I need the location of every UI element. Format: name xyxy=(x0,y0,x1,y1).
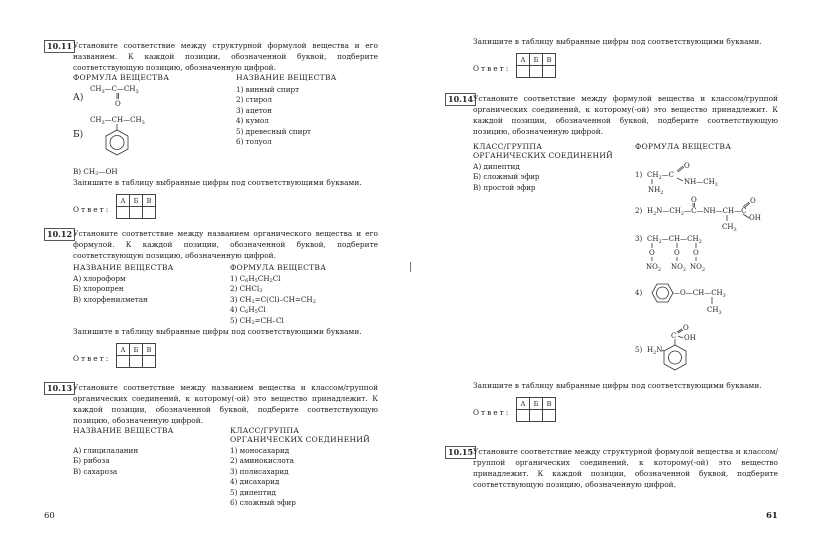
column-header-class-2: ОРГАНИЧЕСКИХ СОЕДИНЕНИЙ xyxy=(473,151,613,160)
formula-2-glycylalanine xyxy=(635,196,785,232)
column-header-formula: ФОРМУЛА ВЕЩЕСТВА xyxy=(73,73,170,82)
question-number-10-14: 10.14 xyxy=(445,93,476,106)
svg-text:CH3: $CH_3$ xyxy=(722,223,737,233)
instruction-10-13: Запишите в таблицу выбранные цифры под соответствующими буквами. xyxy=(473,37,762,46)
formula-number-1: 1) xyxy=(635,171,643,179)
answer-table-10-12 xyxy=(116,343,156,368)
question-number-10-11: 10.11 xyxy=(44,40,75,53)
page-number: 60 xyxy=(44,511,55,521)
list-item: 3) полисахарид xyxy=(230,466,289,476)
list-item: Б) сложный эфир xyxy=(473,172,540,182)
list-item: 4) дисахарид xyxy=(230,477,280,487)
answer-cell-a[interactable] xyxy=(117,207,130,219)
formula-acetone xyxy=(88,82,148,112)
question-number-10-15: 10.15 xyxy=(445,446,476,459)
svg-text:OH: OH xyxy=(684,334,696,342)
answer-cell-b[interactable] xyxy=(530,66,543,78)
svg-text:CH3—CH—CH3: $CH_3—CH—CH_3$ xyxy=(90,116,145,126)
list-item: Б) хлоропрен xyxy=(73,284,124,294)
list-item: А) дипептид xyxy=(473,162,520,171)
list-item: 6) сложный эфир xyxy=(230,498,296,508)
answer-header-v: В xyxy=(143,344,156,356)
list-item-formula-1: 1) $C_6H_5CH_2Cl$ xyxy=(230,274,281,284)
answer-header-a: А xyxy=(517,398,530,410)
svg-text:H2N: $H_2N$ xyxy=(647,346,663,356)
svg-text:NH2: $NH_2$ xyxy=(648,186,664,196)
answer-cell-b[interactable] xyxy=(530,410,543,422)
svg-text:O: O xyxy=(649,249,655,257)
column-header-class-2: ОРГАНИЧЕСКИХ СОЕДИНЕНИЙ xyxy=(230,435,370,444)
answer-header-b: Б xyxy=(130,195,143,207)
answer-label-10-12: Ответ: xyxy=(73,354,111,363)
answer-header-v: В xyxy=(143,195,156,207)
list-item: 3) ацетон xyxy=(236,105,272,115)
svg-text:CH2—CH—CH2: $CH_2—CH—CH_2$ xyxy=(647,235,702,245)
question-number-10-13: 10.13 xyxy=(44,382,75,395)
answer-header-v: В xyxy=(543,398,556,410)
list-item: 5) древесный спирт xyxy=(236,126,312,136)
question-text-10-14: Установите соответствие между формулой вещества и классом/группой органических соединений, к которому(-ой) это вещество принадлежит. К каждой позиции, обозначенной буквой, подберите соответствующую позицию, обозначенную цифрой. xyxy=(473,94,778,136)
list-item: 2) стирол xyxy=(236,95,272,105)
answer-header-a: А xyxy=(117,195,130,207)
right-page xyxy=(410,0,820,553)
formula-3-nitroglycerin xyxy=(635,232,755,277)
question-text-10-15: Установите соответствие между структурной формулой вещества и классом/группой органических соединений, к которому(-ой) это вещество принадлежит. К каждой позиции, обозначенной буквой, подберите соответствующую позицию, обозначенную цифрой. xyxy=(473,447,778,489)
formula-number-3: 3) xyxy=(635,235,643,243)
svg-text:NO2: $NO_2$ xyxy=(690,263,706,273)
list-item: 1) винный спирт xyxy=(236,85,300,94)
column-header-name: НАЗВАНИЕ ВЕЩЕСТВА xyxy=(73,263,174,272)
formula-1-glycine-methylamide xyxy=(635,162,755,194)
answer-cell-a[interactable] xyxy=(517,410,530,422)
question-text-10-12: Установите соответствие между названием органического вещества и его формулой. К каждой позиции, обозначенной буквой, подберите соответствующую позицию, обозначенную цифрой. xyxy=(73,229,378,260)
column-header-name: НАЗВАНИЕ ВЕЩЕСТВА xyxy=(73,426,174,435)
svg-text:NO2: $NO_2$ xyxy=(671,263,687,273)
answer-cell-v[interactable] xyxy=(543,410,556,422)
list-item: 2) аминокислота xyxy=(230,456,294,466)
svg-text:CH3: $CH_3$ xyxy=(707,306,722,316)
answer-cell-v[interactable] xyxy=(143,207,156,219)
column-header-name: НАЗВАНИЕ ВЕЩЕСТВА xyxy=(236,73,337,82)
svg-text:O: O xyxy=(684,162,690,170)
list-item-formula-4: 4) $C_6H_5Cl$ xyxy=(230,305,266,316)
answer-cell-v[interactable] xyxy=(543,66,556,78)
page-number: 61 xyxy=(766,511,778,521)
question-text-10-11: Установите соответствие между структурной формулой вещества и его названием. К каждой позиции, обозначенной буквой, подберите соответствующую позицию, обозначенную цифрой. xyxy=(73,41,378,72)
list-item: Б) рибоза xyxy=(73,456,110,466)
list-item: В) хлорфенилметан xyxy=(73,294,148,304)
column-header-class-1: КЛАСС/ГРУППА xyxy=(230,426,300,435)
class-list-10-13 xyxy=(230,446,296,508)
answer-label-10-11: Ответ: xyxy=(73,205,111,214)
formula-number-5: 5) xyxy=(635,346,643,354)
answer-header-a: А xyxy=(117,344,130,356)
answer-header-b: Б xyxy=(130,344,143,356)
list-item: В) простой эфир xyxy=(473,182,536,192)
answer-table-10-11 xyxy=(116,194,156,219)
question-text-10-13: Установите соответствие между названием вещества и классом/группой органических соединений, к которому(-ой) это вещество принадлежит. К каждой позиции, обозначенной буквой, подберите соответствующую позицию, обозначенную цифрой. xyxy=(73,383,378,425)
svg-text:H2N—CH2—C—NH—CH—C: $H_2N—CH_2—C—NH—CH—C$ xyxy=(647,207,747,217)
svg-text:O: O xyxy=(750,197,756,205)
answer-cell-b[interactable] xyxy=(130,207,143,219)
answer-header-v: В xyxy=(543,54,556,66)
list-item-formula-5: 5) $CH_2=CH-Cl$ xyxy=(230,315,284,326)
list-item: А) хлороформ xyxy=(73,274,126,283)
answer-label-10-13: Ответ: xyxy=(473,64,511,73)
answer-label-10-14: Ответ: xyxy=(473,408,511,417)
answer-header-a: А xyxy=(517,54,530,66)
svg-text:CH2—C: $CH_2—C$ xyxy=(647,171,675,181)
name-list-10-11 xyxy=(236,85,311,147)
svg-text:O: O xyxy=(691,196,697,204)
svg-text:—O—CH—CH3: $—O—CH—CH_3$ xyxy=(673,289,726,299)
svg-text:O: O xyxy=(683,324,689,332)
svg-text:CH3—C—CH3: $CH_3—C—CH_3$ xyxy=(90,85,139,95)
list-item: 6) толуол xyxy=(236,137,272,147)
svg-text:C: C xyxy=(671,332,677,340)
formula-cumene xyxy=(88,113,158,163)
formula-number-4: 4) xyxy=(635,289,643,297)
formula-number-2: 2) xyxy=(635,207,643,215)
answer-table-10-13 xyxy=(516,53,556,78)
answer-cell-a[interactable] xyxy=(117,356,130,368)
svg-text:NO2: $NO_2$ xyxy=(646,263,662,273)
answer-cell-b[interactable] xyxy=(130,356,143,368)
item-letter-b: Б) xyxy=(73,130,84,140)
class-list-10-14 xyxy=(473,162,540,193)
answer-cell-v[interactable] xyxy=(143,356,156,368)
list-item: В) сахароза xyxy=(73,466,118,476)
column-header-formula: ФОРМУЛА ВЕЩЕСТВА xyxy=(230,263,327,272)
svg-text:O: O xyxy=(115,100,121,108)
svg-text:O: O xyxy=(674,249,680,257)
formula-list-10-12 xyxy=(230,274,316,326)
svg-text:NH—CH3: $NH—CH_3$ xyxy=(684,178,718,188)
list-item: 1) моносахарид xyxy=(230,446,290,455)
name-list-10-12 xyxy=(73,274,148,305)
list-item: А) глицилаланин xyxy=(73,446,139,455)
instruction-10-14: Запишите в таблицу выбранные цифры под соответствующими буквами. xyxy=(473,381,762,390)
svg-text:OH: OH xyxy=(749,214,761,222)
answer-table-10-14 xyxy=(516,397,556,422)
list-item-formula-3: 3) $CH_2=C(Cl)-CH=CH_2$ xyxy=(230,294,316,305)
answer-header-b: Б xyxy=(530,54,543,66)
list-item-formula-2: 2) CHCl$_3$ xyxy=(230,284,263,295)
formula-methanol: В) $CH_3—OH$ xyxy=(73,167,118,177)
item-letter-a: А) xyxy=(73,93,84,103)
column-header-class-1: КЛАСС/ГРУППА xyxy=(473,142,543,151)
instruction-10-11: Запишите в таблицу выбранные цифры под соответствующими буквами. xyxy=(73,178,362,187)
name-list-10-13 xyxy=(73,446,138,477)
answer-header-b: Б xyxy=(530,398,543,410)
svg-text:O: O xyxy=(693,249,699,257)
question-number-10-12: 10.12 xyxy=(44,228,75,241)
formula-4-isopropyl-phenyl-ether xyxy=(635,282,755,320)
list-item: 5) дипептид xyxy=(230,487,276,497)
formula-5-anthranilic-acid xyxy=(635,325,735,375)
column-header-formula: ФОРМУЛА ВЕЩЕСТВА xyxy=(635,142,732,151)
answer-cell-a[interactable] xyxy=(517,66,530,78)
instruction-10-12: Запишите в таблицу выбранные цифры под соответствующими буквами. xyxy=(73,327,362,336)
list-item: 4) кумол xyxy=(236,116,269,126)
